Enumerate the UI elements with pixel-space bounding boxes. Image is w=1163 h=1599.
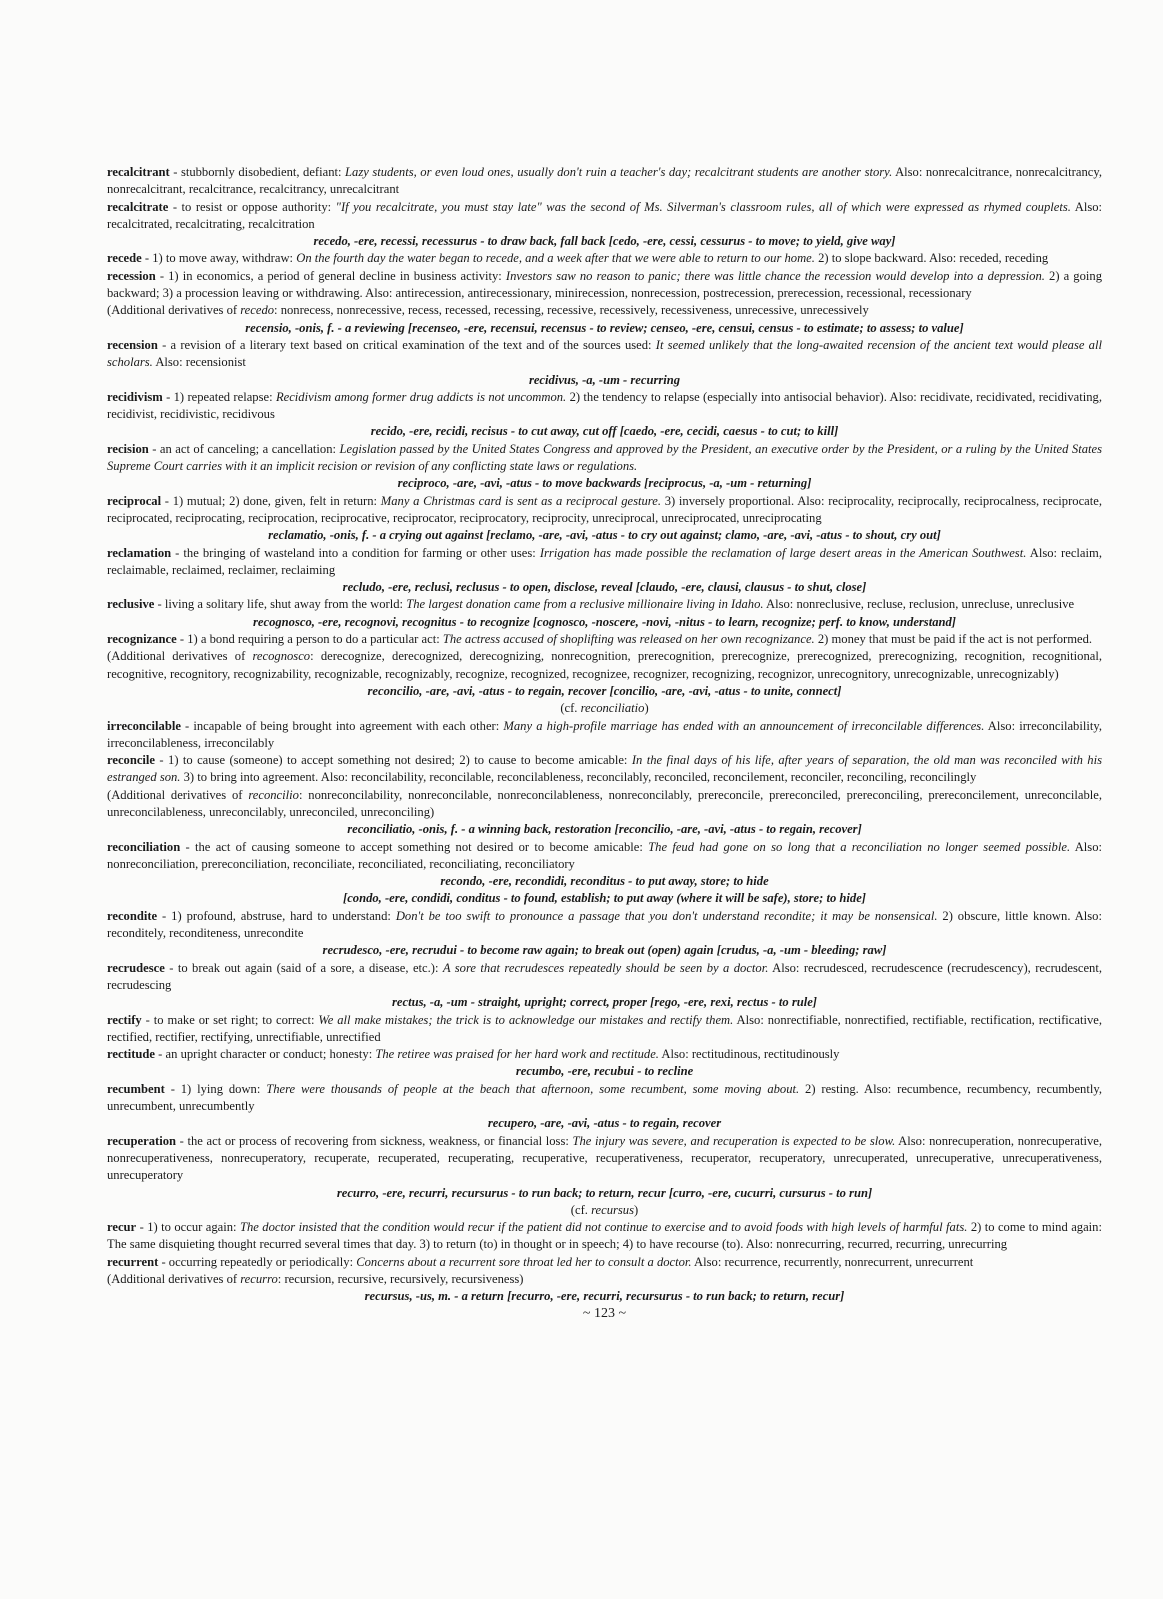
also-derivatives: 2) obscure, little known. Also: reconditely, reconditeness, unrecondite bbox=[107, 908, 1102, 941]
headword: reciprocal bbox=[107, 493, 162, 508]
example-sentence: Irrigation has made possible the reclamation of large desert areas in the American Southwest. bbox=[539, 545, 1027, 560]
additional-derivatives-note bbox=[107, 648, 1102, 683]
example-sentence: Lazy students, or even loud ones, usually don't ruin a teacher's day; recalcitrant students are another story. bbox=[345, 165, 893, 179]
definition: the bringing of wasteland into a condition for farming or other uses: bbox=[183, 545, 536, 560]
headword: recension bbox=[107, 337, 158, 352]
latin-etymology-heading: recensio, -onis, f. - a reviewing [recenseo, -ere, recensui, recensus - to review; censeo, -ere, censui, census - to estimate; to assess; to value] bbox=[245, 320, 964, 335]
cf-word: recursus bbox=[591, 1202, 634, 1217]
also-derivatives: 2) to come to mind again: The same disquieting thought recurred several times that day. 3) to return (to) in thought or in speech; 4) to have recourse (to). Also: nonrecurring, recurred, recurring, unrecurring bbox=[107, 1220, 1102, 1252]
example-sentence: The largest donation came from a reclusive millionaire living in Idaho. bbox=[406, 597, 764, 612]
also-derivatives: Also: nonreconciliation, prereconciliation, reconciliate, reconciliated, reconciliating, reconciliatory bbox=[107, 839, 1102, 871]
entry: recuperation - the act or process of recovering from sickness, weakness, or financial loss: The injury was severe, and recuperation is expected to be slow. Also: nonrecuperation, nonrecuperative, nonrecuperativeness, nonrecuperatory, recuperate, recuperated, recuperating, recuperative, recuperativeness, recuperator, recuperatory, unrecuperated, unrecuperative, unrecuperativeness, unrecuperatory bbox=[107, 1133, 1102, 1183]
example-sentence: Many a Christmas card is sent as a reciprocal gesture. bbox=[380, 493, 661, 508]
latin-etymology-heading: recrudesco, -ere, recrudui - to become raw again; to break out (open) again [crudus, -a, -um - bleeding; raw] bbox=[322, 943, 887, 958]
definition: living a solitary life, shut away from the world: bbox=[164, 597, 404, 612]
latin-etymology-heading: recido, -ere, recidi, recisus - to cut away, cut off [caedo, -ere, cecidi, caesus - to cut; to kill] bbox=[370, 424, 839, 439]
definition: to make or set right; to correct: bbox=[153, 1012, 315, 1027]
entry: rectitude - an upright character or conduct; honesty: The retiree was praised for her hard work and rectitude. Also: rectitudinous, rectitudinously bbox=[107, 1047, 840, 1062]
headword: rectitude bbox=[107, 1047, 156, 1062]
note-latin-word: recognosco bbox=[252, 649, 311, 664]
definition: the act or process of recovering from sickness, weakness, or financial loss: bbox=[187, 1133, 569, 1148]
definition: a revision of a literary text based on critical examination of the text and of the sources used: bbox=[170, 337, 652, 352]
latin-etymology-heading: reconciliatio, -onis, f. - a winning back, restoration [reconcilio, -are, -avi, -atus - to regain, recover] bbox=[347, 822, 862, 837]
entry: irreconcilable - incapable of being brought into agreement with each other: Many a high-profile marriage has ended with an announcement of irreconcilable differences. Also: irreconcilability, irreconcilableness, irreconcilably bbox=[107, 718, 1102, 750]
also-derivatives: Also: recrudesced, recrudescence (recrudescency), recrudescent, recrudescing bbox=[107, 960, 1102, 992]
also-derivatives: Also: recensionist bbox=[155, 355, 246, 370]
note-derivatives: : nonrecess, nonrecessive, recess, recessed, recessing, recessive, recessively, recessiveness, unrecessive, unrecessively bbox=[274, 303, 869, 318]
example-sentence: On the fourth day the water began to recede, and a week after that we were able to return to our home. bbox=[296, 251, 815, 266]
entry: recalcitrate - to resist or oppose authority: "If you recalcitrate, you must stay late" was the second of Ms. Silverman's classroom rules, all of which were expressed as rhymed couplets. Also: recalcitrated, recalcitrating, recalcitration bbox=[107, 199, 1103, 231]
example-sentence: In the final days of his life, after years of separation, the old man was reconciled with his estranged son. bbox=[107, 753, 1102, 785]
example-sentence: Many a high-profile marriage has ended with an announcement of irreconcilable differences. bbox=[503, 718, 985, 733]
also-derivatives: 2) a going backward; 3) a procession leaving or withdrawing. Also: antirecession, antirecessionary, minirecession, nonrecession, postrecession, prerecession, recessional, recessionary bbox=[107, 268, 1102, 301]
cf-prefix: (cf. bbox=[570, 1202, 592, 1217]
definition: an upright character or conduct; honesty: bbox=[165, 1047, 373, 1062]
example-sentence: The retiree was praised for her hard work and rectitude. bbox=[375, 1047, 659, 1062]
entry: reconcile - 1) to cause (someone) to accept something not desired; 2) to cause to become amicable: In the final days of his life, after years of separation, the old man was reconciled with his estranged son. 3) to bring into agreement. Also: reconcilability, reconcilable, reconcilableness, reconcilably, reconciled, reconcilement, reconciler, reconciling, reconcilingly bbox=[107, 753, 1102, 785]
definition: 1) lying down: bbox=[180, 1081, 261, 1096]
example-sentence: The actress accused of shoplifting was released on her own recognizance. bbox=[442, 632, 815, 647]
entry: recognizance - 1) a bond requiring a person to do a particular act: The actress accused of shoplifting was released on her own recognizance. 2) money that must be paid if the act is not performed. bbox=[107, 632, 1093, 647]
headword: recalcitrant bbox=[107, 165, 170, 179]
definition: 1) mutual; 2) done, given, felt in return: bbox=[172, 493, 378, 508]
example-sentence: The doctor insisted that the condition would recur if the patient did not continue to exercise and to avoid foods with high levels of harmful fats. bbox=[239, 1220, 968, 1235]
cf-suffix: ) bbox=[644, 701, 649, 716]
example-sentence: Recidivism among former drug addicts is not uncommon. bbox=[275, 389, 567, 404]
latin-etymology-heading: recurro, -ere, recurri, recursurus - to run back; to return, recur [curro, -ere, cucurri, cursurus - to run] bbox=[336, 1185, 873, 1200]
example-sentence: Legislation passed by the United States Congress and approved by the President, an executive order by the President, or a ruling by the United States Supreme Court carries with it an implicit recision or revision of any conflicting state laws or regulations. bbox=[107, 441, 1102, 474]
also-derivatives: 2) money that must be paid if the act is not performed. bbox=[817, 632, 1093, 647]
entry: recension - a revision of a literary text based on critical examination of the text and of the sources used: It seemed unlikely that the long-awaited recension of the ancient text would please all scholars. Also: recensionist bbox=[107, 337, 1102, 370]
latin-etymology-heading: recumbo, -ere, recubui - to recline bbox=[515, 1064, 694, 1079]
latin-etymology-heading: reclamatio, -onis, f. - a crying out against [reclamo, -are, -avi, -atus - to cry out against; clamo, -are, -avi, -atus - to shout, cry out] bbox=[268, 528, 941, 543]
definition: 1) repeated relapse: bbox=[173, 389, 273, 404]
entry: reclusive - living a solitary life, shut away from the world: The largest donation came from a reclusive millionaire living in Idaho. Also: nonreclusive, recluse, reclusion, unrecluse, unreclusive bbox=[107, 597, 1075, 612]
cf-prefix: (cf. bbox=[560, 701, 581, 716]
definition: 1) to move away, withdraw: bbox=[152, 251, 294, 266]
headword: recrudesce bbox=[107, 960, 165, 975]
cf-suffix: ) bbox=[634, 1202, 639, 1217]
headword: recede bbox=[107, 251, 142, 266]
entry: reconciliation - the act of causing someone to accept something not desired or to become amicable: The feud had gone on so long that a reconciliation no longer seemed possible. Also: nonreconciliation, prereconciliation, reconciliate, reconciliated, reconciliating, reconciliatory bbox=[107, 839, 1102, 871]
example-sentence: "If you recalcitrate, you must stay late" was the second of Ms. Silverman's classroom rules, all of which were expressed as rhymed couplets. bbox=[335, 199, 1071, 214]
also-derivatives: 2) resting. Also: recumbence, recumbency, recumbently, unrecumbent, unrecumbently bbox=[107, 1081, 1102, 1114]
example-sentence: Don't be too swift to pronounce a passage that you don't understand recondite; it may be nonsensical. bbox=[395, 908, 938, 923]
entry: recondite - 1) profound, abstruse, hard to understand: Don't be too swift to pronounce a passage that you don't understand recondite; it may be nonsensical. 2) obscure, little known. Also: reconditely, reconditeness, unrecondite bbox=[107, 908, 1102, 941]
entry: recurrent - occurring repeatedly or periodically: Concerns about a recurrent sore throat led her to consult a doctor. Also: recurrence, recurrently, nonrecurrent, unrecurrent bbox=[107, 1254, 974, 1269]
definition: 1) to occur again: bbox=[147, 1220, 237, 1235]
note-prefix: (Additional derivatives of bbox=[107, 649, 253, 664]
headword: reconciliation bbox=[107, 839, 181, 854]
definition: an act of canceling; a cancellation: bbox=[159, 441, 337, 456]
cross-reference bbox=[107, 1202, 1102, 1219]
also-derivatives: Also: nonrecalcitrance, nonrecalcitrancy, nonrecalcitrant, recalcitrance, recalcitrancy, unrecalcitrant bbox=[107, 165, 1102, 197]
page-number: ~ 123 ~ bbox=[582, 1306, 627, 1321]
latin-etymology-heading: reconcilio, -are, -avi, -atus - to regain, recover [concilio, -are, -avi, -atus - to unite, connect] bbox=[367, 683, 842, 698]
note-latin-word: recedo bbox=[240, 303, 275, 318]
note-derivatives: : nonreconcilability, nonreconcilable, nonreconcilableness, nonreconcilably, prereconcile, prereconciled, prereconciling, prereconcilement, unreconcilable, unreconcilableness, unreconcilably, unreconciled, unreconciling) bbox=[107, 787, 1103, 819]
latin-etymology-heading: recidivus, -a, -um - recurring bbox=[528, 372, 681, 387]
example-sentence: Investors saw no reason to panic; there was little chance the recession would develop into a depression. bbox=[505, 268, 1045, 283]
example-sentence: The feud had gone on so long that a reconciliation no longer seemed possible. bbox=[648, 839, 1071, 854]
latin-etymology-heading: reciproco, -are, -avi, -atus - to move backwards [reciprocus, -a, -um - returning] bbox=[397, 476, 812, 491]
definition: 1) a bond requiring a person to do a particular act: bbox=[187, 632, 440, 647]
example-sentence: We all make mistakes; the trick is to acknowledge our mistakes and rectify them. bbox=[318, 1012, 734, 1027]
also-derivatives: 3) to bring into agreement. Also: reconcilability, reconcilable, reconcilableness, reconcilably, reconciled, reconcilement, reconciler, reconciling, reconcilingly bbox=[183, 770, 977, 785]
additional-derivatives-note bbox=[107, 1271, 1102, 1288]
latin-etymology-heading: recognosco, -ere, recognovi, recognitus - to recognize [cognosco, -noscere, -novi, -nitus - to learn, recognize; perf. to know, understand] bbox=[253, 614, 956, 629]
also-derivatives: Also: recurrence, recurrently, nonrecurrent, unrecurrent bbox=[694, 1254, 974, 1269]
also-derivatives: 2) the tendency to relapse (especially into antisocial behavior). Also: recidivate, recidivated, recidivating, recidivist, recidivistic, recidivous bbox=[107, 389, 1102, 422]
headword: recuperation bbox=[107, 1133, 177, 1148]
definition: 1) in economics, a period of general decline in business activity: bbox=[168, 268, 502, 283]
headword: recalcitrate bbox=[107, 199, 169, 214]
headword: reconcile bbox=[107, 753, 156, 768]
example-sentence: Concerns about a recurrent sore throat led her to consult a doctor. bbox=[356, 1254, 692, 1269]
definition: incapable of being brought into agreement with each other: bbox=[193, 718, 500, 733]
entry: recision - an act of canceling; a cancellation: Legislation passed by the United States Congress and approved by the President, an executive order by the President, or a ruling by the United States Supreme Court carries with it an implicit recision or revision of any conflicting state laws or regulations. bbox=[107, 441, 1102, 474]
latin-etymology-heading: recursus, -us, m. - a return [recurro, -ere, recurri, recursurus - to run back; to return, recur] bbox=[364, 1289, 845, 1304]
entry: recur - 1) to occur again: The doctor insisted that the condition would recur if the patient did not continue to exercise and to avoid foods with high levels of harmful fats. 2) to come to mind again: The same disquieting thought recurred several times that day. 3) to return (to) in thought or in speech; 4) to have recourse (to). Also: nonrecurring, recurred, recurring, unrecurring bbox=[107, 1220, 1102, 1252]
also-derivatives: Also: nonrectifiable, nonrectified, rectifiable, rectification, rectificative, rectified, rectifier, rectifying, unrectifiable, unrectified bbox=[107, 1012, 1102, 1044]
additional-derivatives-note bbox=[107, 787, 1102, 822]
definition: occurring repeatedly or periodically: bbox=[168, 1254, 354, 1269]
cross-reference bbox=[107, 700, 1102, 717]
entry: recalcitrant - stubbornly disobedient, defiant: Lazy students, or even loud ones, usually don't ruin a teacher's day; recalcitrant students are another story. Also: nonrecalcitrance, nonrecalcitrancy, nonrecalcitrant, recalcitrance, recalcitrancy, unrecalcitrant bbox=[107, 165, 1102, 197]
latin-etymology-heading: recondo, -ere, recondidi, reconditus - to put away, store; to hide bbox=[440, 874, 769, 889]
headword: recondite bbox=[107, 908, 158, 923]
definition: stubbornly disobedient, defiant: bbox=[180, 165, 342, 179]
latin-etymology-heading: recedo, -ere, recessi, recessurus - to draw back, fall back [cedo, -ere, cessi, cessurus - to move; to yield, give way] bbox=[313, 234, 896, 249]
headword: recession bbox=[107, 268, 156, 283]
entry: rectify - to make or set right; to correct: We all make mistakes; the trick is to acknowledge our mistakes and rectify them. Also: nonrectifiable, nonrectified, rectifiable, rectification, rectificative, rectified, rectifier, rectifying, unrectifiable, unrectified bbox=[107, 1012, 1102, 1044]
note-latin-word: reconcilio bbox=[248, 787, 299, 802]
latin-etymology-heading: [condo, -ere, condidi, conditus - to found, establish; to put away (where it will be safe), store; to hide] bbox=[343, 891, 866, 906]
headword: recognizance bbox=[107, 632, 177, 647]
also-derivatives: Also: nonrecuperation, nonrecuperative, nonrecuperativeness, nonrecuperatory, recuperate, recuperated, recuperating, recuperative, recuperativeness, recuperator, recuperatory, unrecuperated, unrecuperative, unrecuperativeness, unrecuperatory bbox=[107, 1133, 1102, 1183]
latin-etymology-heading: recludo, -ere, reclusi, reclusus - to open, disclose, reveal [claudo, -ere, clausi, clausus - to shut, close] bbox=[342, 580, 867, 595]
headword: recur bbox=[107, 1220, 137, 1235]
also-derivatives: 2) to slope backward. Also: receded, receding bbox=[818, 251, 1049, 266]
also-derivatives: 3) inversely proportional. Also: reciprocality, reciprocally, reciprocalness, reciprocate, reciprocated, reciprocating, reciprocation, reciprocative, reciprocator, reciprocatory, reciprocity, unreciprocal, unreciprocated, unreciprocating bbox=[107, 493, 1102, 525]
latin-etymology-heading: rectus, -a, -um - straight, upright; correct, proper [rego, -ere, rexi, rectus - to rule] bbox=[391, 995, 818, 1010]
headword: recumbent bbox=[107, 1081, 165, 1096]
headword: rectify bbox=[107, 1012, 142, 1027]
also-derivatives: Also: reclaim, reclaimable, reclaimed, reclaimer, reclaiming bbox=[107, 545, 1102, 577]
note-derivatives: : derecognize, derecognized, derecognizing, nonrecognition, prerecognition, prerecognize, prerecognized, prerecognizing, recognition, recognitional, recognitive, recognitory, recognizability, recognizable, recognizably, recognize, recognized, recognizee, recognizer, recognizing, recognizor, unrecognitory, unrecognizable, unrecognizably) bbox=[107, 649, 1102, 681]
entry: recidivism - 1) repeated relapse: Recidivism among former drug addicts is not uncommon. 2) the tendency to relapse (especially into antisocial behavior). Also: recidivate, recidivated, recidivating, recidivist, recidivistic, recidivous bbox=[107, 389, 1102, 422]
example-sentence: There were thousands of people at the beach that afternoon, some recumbent, some moving about. bbox=[266, 1081, 800, 1096]
also-derivatives: Also: recalcitrated, recalcitrating, recalcitration bbox=[107, 199, 1103, 231]
entry: recrudesce - to break out again (said of a sore, a disease, etc.): A sore that recrudesces repeatedly should be seen by a doctor. Also: recrudesced, recrudescence (recrudescency), recrudescent, recrudescing bbox=[107, 960, 1102, 992]
also-derivatives: Also: nonreclusive, recluse, reclusion, unrecluse, unreclusive bbox=[766, 597, 1075, 612]
example-sentence: A sore that recrudesces repeatedly should be seen by a doctor. bbox=[442, 960, 769, 975]
note-prefix: (Additional derivatives of bbox=[107, 787, 249, 802]
headword: recidivism bbox=[107, 389, 163, 404]
definition: 1) to cause (someone) to accept something not desired; 2) to cause to become amicable: bbox=[168, 753, 628, 768]
headword: reclusive bbox=[107, 597, 155, 612]
headword: irreconcilable bbox=[107, 718, 181, 733]
cf-word: reconciliatio bbox=[580, 701, 645, 716]
example-sentence: The injury was severe, and recuperation is expected to be slow. bbox=[572, 1133, 896, 1148]
entry: recumbent - 1) lying down: There were thousands of people at the beach that afternoon, some recumbent, some moving about. 2) resting. Also: recumbence, recumbency, recumbently, unrecumbent, unrecumbently bbox=[107, 1081, 1102, 1114]
definition: the act of causing someone to accept something not desired or to become amicable: bbox=[195, 839, 643, 854]
note-prefix: (Additional derivatives of bbox=[107, 303, 241, 318]
entry: recession - 1) in economics, a period of general decline in business activity: Investors saw no reason to panic; there was little chance the recession would develop into a depression. 2) a going backward; 3) a procession leaving or withdrawing. Also: antirecession, antirecessionary, minirecession, nonrecession, postrecession, prerecession, recessional, recessionary bbox=[107, 268, 1102, 301]
example-sentence: It seemed unlikely that the long-awaited recension of the ancient text would please all scholars. bbox=[107, 337, 1102, 370]
headword: recurrent bbox=[107, 1254, 159, 1269]
also-derivatives: Also: rectitudinous, rectitudinously bbox=[661, 1047, 840, 1062]
headword: recision bbox=[107, 441, 149, 456]
entry: reclamation - the bringing of wasteland into a condition for farming or other uses: Irrigation has made possible the reclamation of large desert areas in the American Southwest. Also: reclaim, reclaimable, reclaimed, reclaimer, reclaiming bbox=[107, 545, 1102, 577]
note-derivatives: : recursion, recursive, recursively, recursiveness) bbox=[277, 1272, 524, 1286]
also-derivatives: Also: irreconcilability, irreconcilableness, irreconcilably bbox=[107, 718, 1102, 750]
entry: reciprocal - 1) mutual; 2) done, given, felt in return: Many a Christmas card is sent as a reciprocal gesture. 3) inversely proportional. Also: reciprocality, reciprocally, reciprocalness, reciprocate, reciprocated, reciprocating, reciprocation, reciprocative, reciprocator, reciprocatory, reciprocity, unreciprocal, unreciprocated, unreciprocating bbox=[107, 493, 1102, 525]
additional-derivatives-note bbox=[107, 302, 1102, 319]
latin-etymology-heading: recupero, -are, -avi, -atus - to regain, recover bbox=[487, 1116, 722, 1131]
note-prefix: (Additional derivatives of bbox=[107, 1272, 241, 1286]
definition: 1) profound, abstruse, hard to understand: bbox=[171, 908, 391, 923]
definition: to break out again (said of a sore, a disease, etc.): bbox=[177, 960, 439, 975]
definition: to resist or oppose authority: bbox=[181, 199, 332, 214]
dictionary-page bbox=[107, 164, 1102, 1306]
entry: recede - 1) to move away, withdraw: On the fourth day the water began to recede, and a week after that we were able to return to our home. 2) to slope backward. Also: receded, receding bbox=[107, 251, 1049, 266]
note-latin-word: recurro bbox=[240, 1272, 278, 1286]
headword: reclamation bbox=[107, 545, 172, 560]
